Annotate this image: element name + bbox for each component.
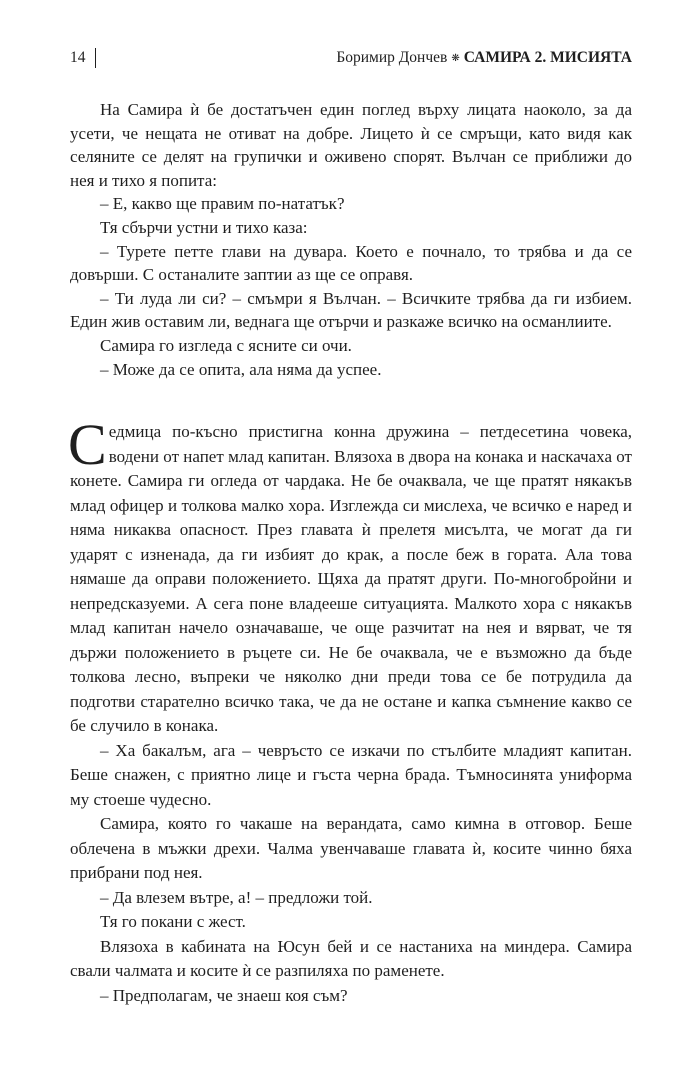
paragraph: – Ха бакалъм, ага – чевръсто се изкачи по стълбите младият капитан. Беше снажен, с приятно лице и гъста черна брада. Тъмносинята униформа му стоеше чудесно.	[70, 740, 632, 809]
paragraph: Тя го покани с жест.	[100, 912, 246, 931]
page-number-divider	[95, 48, 96, 68]
paragraph: – Да влезем вътре, а! – предложи той.	[100, 887, 373, 907]
paragraph: Самира, която го чакаше на верандата, само кимна в отговор. Беше облечена в мъжки дрехи. Чалма увенчаваше главата ѝ, косите чинно бяха прибрани под нея.	[70, 814, 632, 882]
header-author-title	[336, 46, 632, 72]
opening-paragraph-text: едмица по-късно пристигна конна дружина – петдесетина човека, водени от напет млад капитан. Влязоха в двора на конака и наскачаха от конете. Самира ги огледа от чардака. Не бе очаквала, че ще пратят някакъв млад офицер и толкова малко хора. Изглежда си мислеха, че всичко е наред и няма никаква опасност. През главата ѝ прелетя мисълта, че могат да ги ударят с изненада, да ги избият до крак, а после беж в гората. Ала това нямаше да оправи положението. Щяха да пратят други. По-многобройни и непредсказуеми. А сега поне владееше ситуацията. Малкото хора с някакъв млад капитан начело означаваше, че още разчитат на нея и вярват, че тя държи положението в ръцете си. Не бе очаквала, че е възможно да бъде толкова лесно, въпреки че няколко дни преди това се бе потрудила да подготви старателно всичко така, че да не остане и капка съмнение какво се бе случило в конака.	[70, 422, 632, 735]
opening-paragraph	[68, 412, 632, 739]
running-header	[70, 46, 632, 70]
paragraph: Тя сбърчи устни и тихо каза:	[100, 217, 308, 237]
paragraph: На Самира ѝ бе достатъчен един поглед върху лицата наоколо, за да усети, че нещата не отиват на добре. Лицето ѝ се смръщи, като видя как селяните се делят на групички и оживено спорят. Вълчан се приближи до нея и тихо я попита:	[70, 100, 632, 190]
paragraph: Самира го изгледа с ясните си очи.	[100, 335, 352, 355]
scene-section	[68, 412, 632, 1008]
paragraph: Влязоха в кабината на Юсун бей и се настаниха на миндера. Самира свали чалмата и косите ѝ се разпиляха по раменете.	[70, 936, 632, 980]
author-name: Боримир Дончев	[336, 49, 448, 66]
paragraph: – Предполагам, че знаеш коя съм?	[100, 985, 348, 1005]
paragraph: – Ти луда ли си? – смъмри я Вълчан. – Всичките трябва да ги избием. Един жив оставим ли, веднага ще отърчи и разкаже всичко на османлиите.	[70, 288, 632, 332]
paragraph: – Е, какво ще правим по-нататък?	[100, 194, 345, 214]
drop-cap: С	[68, 412, 107, 477]
flower-ornament-icon: ❋	[451, 53, 460, 64]
page-number: 14	[70, 49, 86, 66]
paragraph: – Турете петте глави на дувара. Което е почнало, то трябва и да се довърши. С останалите заптии аз ще се оправя.	[70, 241, 632, 285]
paragraph: – Може да се опита, ала няма да успее.	[100, 359, 382, 379]
book-title: САМИРА 2. МИСИЯТА	[463, 49, 632, 66]
dialogue-section	[70, 98, 632, 381]
